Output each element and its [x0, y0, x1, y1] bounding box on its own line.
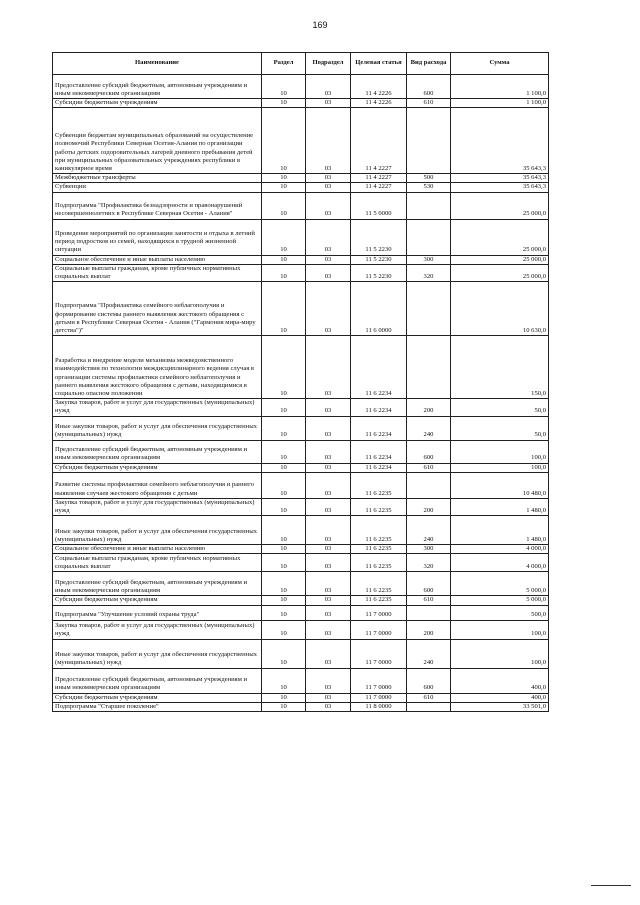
table-row	[53, 99, 549, 108]
cell-section: 10	[262, 463, 306, 472]
cell-subsection: 03	[306, 416, 351, 440]
cell-target: 11 5 2230	[351, 219, 407, 255]
cell-target: 11 6 2234	[351, 336, 407, 399]
cell-type: 240	[407, 416, 451, 440]
header-target: Целевая статья	[351, 53, 407, 75]
cell-section: 10	[262, 440, 306, 463]
cell-target: 11 8 0000	[351, 702, 407, 711]
cell-type: 200	[407, 620, 451, 639]
cell-target: 11 6 2234	[351, 416, 407, 440]
table-header	[53, 53, 549, 75]
table-row	[53, 596, 549, 605]
cell-type: 610	[407, 463, 451, 472]
cell-type: 240	[407, 516, 451, 545]
cell-target: 11 6 2235	[351, 545, 407, 554]
cell-type: 610	[407, 596, 451, 605]
cell-name: Субсидии бюджетным учреждениям	[53, 463, 262, 472]
cell-target: 11 5 2230	[351, 255, 407, 264]
cell-subsection: 03	[306, 99, 351, 108]
cell-name: Субвенции	[53, 183, 262, 192]
cell-subsection: 03	[306, 399, 351, 416]
cell-target: 11 7 0000	[351, 639, 407, 668]
cell-sum: 35 643,3	[451, 108, 549, 174]
cell-target: 11 6 2235	[351, 572, 407, 596]
header-name: Наименование	[53, 53, 262, 75]
table-row	[53, 668, 549, 693]
cell-sum: 35 643,3	[451, 183, 549, 192]
cell-section: 10	[262, 498, 306, 515]
cell-target: 11 6 2234	[351, 440, 407, 463]
table-row	[53, 440, 549, 463]
cell-name: Закупка товаров, работ и услуг для государственных (муниципальных) нужд	[53, 498, 262, 515]
cell-sum: 1 100,0	[451, 99, 549, 108]
cell-type: 610	[407, 693, 451, 702]
table-row	[53, 282, 549, 336]
cell-type: 600	[407, 572, 451, 596]
cell-type: 530	[407, 183, 451, 192]
cell-type	[407, 702, 451, 711]
cell-target: 11 4 2227	[351, 108, 407, 174]
cell-subsection: 03	[306, 472, 351, 498]
cell-name: Субсидии бюджетным учреждениям	[53, 693, 262, 702]
cell-name: Социальные выплаты гражданам, кроме публичных нормативных социальных выплат	[53, 554, 262, 572]
cell-name: Социальное обеспечение и иные выплаты населению	[53, 545, 262, 554]
cell-subsection: 03	[306, 620, 351, 639]
table-row	[53, 219, 549, 255]
cell-sum: 25 000,0	[451, 219, 549, 255]
cell-target: 11 5 2230	[351, 264, 407, 281]
cell-type: 500	[407, 174, 451, 183]
cell-sum: 5 000,0	[451, 596, 549, 605]
cell-sum: 33 501,0	[451, 702, 549, 711]
cell-section: 10	[262, 264, 306, 281]
cell-name: Предоставление субсидий бюджетным, автономным учреждениям и иным некоммерческим организациям	[53, 572, 262, 596]
cell-subsection: 03	[306, 108, 351, 174]
cell-section: 10	[262, 545, 306, 554]
table-row	[53, 416, 549, 440]
cell-subsection: 03	[306, 702, 351, 711]
cell-target: 11 4 2226	[351, 99, 407, 108]
cell-type: 200	[407, 399, 451, 416]
cell-section: 10	[262, 605, 306, 620]
cell-sum: 50,0	[451, 416, 549, 440]
table-row	[53, 605, 549, 620]
cell-type: 320	[407, 554, 451, 572]
cell-name: Развитие системы профилактики семейного неблагополучия и раннего выявления случаев жестокого обращения с детьми	[53, 472, 262, 498]
table-row	[53, 399, 549, 416]
cell-section: 10	[262, 219, 306, 255]
cell-subsection: 03	[306, 282, 351, 336]
cell-section: 10	[262, 668, 306, 693]
cell-section: 10	[262, 108, 306, 174]
cell-target: 11 5 0000	[351, 192, 407, 219]
cell-type	[407, 192, 451, 219]
cell-section: 10	[262, 472, 306, 498]
cell-subsection: 03	[306, 174, 351, 183]
cell-subsection: 03	[306, 693, 351, 702]
cell-sum: 10 480,0	[451, 472, 549, 498]
cell-section: 10	[262, 693, 306, 702]
cell-sum: 1 480,0	[451, 498, 549, 515]
cell-target: 11 7 0000	[351, 605, 407, 620]
cell-target: 11 6 2235	[351, 596, 407, 605]
cell-subsection: 03	[306, 336, 351, 399]
cell-type	[407, 605, 451, 620]
table-body	[53, 75, 549, 712]
cell-subsection: 03	[306, 264, 351, 281]
cell-sum: 4 000,0	[451, 554, 549, 572]
cell-type	[407, 472, 451, 498]
cell-target: 11 6 2234	[351, 399, 407, 416]
table-row	[53, 183, 549, 192]
cell-section: 10	[262, 336, 306, 399]
cell-name: Социальные выплаты гражданам, кроме публичных нормативных социальных выплат	[53, 264, 262, 281]
cell-section: 10	[262, 620, 306, 639]
table-row	[53, 472, 549, 498]
cell-type	[407, 336, 451, 399]
cell-subsection: 03	[306, 75, 351, 99]
cell-sum: 100,0	[451, 620, 549, 639]
cell-subsection: 03	[306, 639, 351, 668]
table-row	[53, 336, 549, 399]
cell-section: 10	[262, 174, 306, 183]
cell-subsection: 03	[306, 219, 351, 255]
cell-subsection: 03	[306, 192, 351, 219]
cell-type	[407, 108, 451, 174]
cell-section: 10	[262, 596, 306, 605]
cell-section: 10	[262, 516, 306, 545]
cell-name: Иные закупки товаров, работ и услуг для обеспечения государственных (муниципальных) нужд	[53, 639, 262, 668]
cell-target: 11 6 2235	[351, 472, 407, 498]
cell-sum: 1 100,0	[451, 75, 549, 99]
cell-subsection: 03	[306, 463, 351, 472]
cell-name: Межбюджетные трансферты	[53, 174, 262, 183]
cell-sum: 100,0	[451, 440, 549, 463]
cell-subsection: 03	[306, 572, 351, 596]
cell-sum: 50,0	[451, 399, 549, 416]
cell-name: Социальное обеспечение и иные выплаты населению	[53, 255, 262, 264]
cell-name: Иные закупки товаров, работ и услуг для обеспечения государственных (муниципальных) нужд	[53, 516, 262, 545]
cell-section: 10	[262, 399, 306, 416]
cell-name: Предоставление субсидий бюджетным, автономным учреждениям и иным некоммерческим организациям	[53, 668, 262, 693]
cell-subsection: 03	[306, 668, 351, 693]
cell-section: 10	[262, 192, 306, 219]
table-row	[53, 516, 549, 545]
cell-subsection: 03	[306, 554, 351, 572]
cell-subsection: 03	[306, 516, 351, 545]
cell-sum: 4 000,0	[451, 545, 549, 554]
cell-target: 11 7 0000	[351, 668, 407, 693]
cell-subsection: 03	[306, 498, 351, 515]
table-row	[53, 572, 549, 596]
cell-sum: 400,0	[451, 668, 549, 693]
cell-name: Подпрограмма "Старшее поколение"	[53, 702, 262, 711]
table-row	[53, 255, 549, 264]
table-row	[53, 264, 549, 281]
cell-name: Закупка товаров, работ и услуг для государственных (муниципальных) нужд	[53, 399, 262, 416]
cell-target: 11 4 2226	[351, 75, 407, 99]
cell-section: 10	[262, 572, 306, 596]
cell-sum: 400,0	[451, 693, 549, 702]
cell-sum: 5 000,0	[451, 572, 549, 596]
cell-sum: 10 630,0	[451, 282, 549, 336]
cell-sum: 100,0	[451, 463, 549, 472]
table-row	[53, 192, 549, 219]
header-subsection: Подраздел	[306, 53, 351, 75]
cell-sum: 500,0	[451, 605, 549, 620]
cell-subsection: 03	[306, 440, 351, 463]
cell-sum: 1 480,0	[451, 516, 549, 545]
cell-subsection: 03	[306, 545, 351, 554]
table-row	[53, 620, 549, 639]
cell-section: 10	[262, 99, 306, 108]
budget-table	[52, 52, 549, 712]
cell-name: Субсидии бюджетным учреждениям	[53, 596, 262, 605]
cell-name: Проведение мероприятий по организации занятости и отдыха в летний период подростков из семей, находящихся в трудной жизненной ситуации	[53, 219, 262, 255]
table-row	[53, 75, 549, 99]
cell-type: 610	[407, 99, 451, 108]
cell-target: 11 7 0000	[351, 693, 407, 702]
cell-type: 600	[407, 440, 451, 463]
table-row	[53, 498, 549, 515]
cell-section: 10	[262, 639, 306, 668]
cell-name: Иные закупки товаров, работ и услуг для обеспечения государственных (муниципальных) нужд	[53, 416, 262, 440]
cell-section: 10	[262, 554, 306, 572]
cell-type	[407, 219, 451, 255]
cell-sum: 100,0	[451, 639, 549, 668]
header-sum: Сумма	[451, 53, 549, 75]
cell-sum: 25 000,0	[451, 255, 549, 264]
cell-target: 11 6 2235	[351, 498, 407, 515]
cell-type: 300	[407, 545, 451, 554]
cell-subsection: 03	[306, 596, 351, 605]
cell-name: Подпрограмма "Профилактика безнадзорности и правонарушений несовершеннолетних в Республике Северная Осетия - Алания"	[53, 192, 262, 219]
cell-sum: 35 643,3	[451, 174, 549, 183]
cell-type: 600	[407, 75, 451, 99]
cell-subsection: 03	[306, 255, 351, 264]
cell-section: 10	[262, 75, 306, 99]
table-row	[53, 174, 549, 183]
cell-target: 11 6 2235	[351, 554, 407, 572]
cell-subsection: 03	[306, 605, 351, 620]
cell-type: 600	[407, 668, 451, 693]
cell-type: 240	[407, 639, 451, 668]
header-type: Вид расхода	[407, 53, 451, 75]
cell-sum: 25 000,0	[451, 192, 549, 219]
cell-name: Предоставление субсидий бюджетным, автономным учреждениям и иным некоммерческим организациям	[53, 440, 262, 463]
cell-type	[407, 282, 451, 336]
cell-name: Разработка и внедрение модели механизма межведомственного взаимодействия по технологии междисциплинарного ведения случая в организации системы профилактики семейного неблагополучия и раннего выявления жестокого обращения с детьми, находящимися в социально опасном положении	[53, 336, 262, 399]
cell-target: 11 6 2234	[351, 463, 407, 472]
cell-name: Закупка товаров, работ и услуг для государственных (муниципальных) нужд	[53, 620, 262, 639]
table-row	[53, 463, 549, 472]
cell-target: 11 4 2227	[351, 183, 407, 192]
cell-name: Подпрограмма "Улучшение условий охраны труда"	[53, 605, 262, 620]
footer-divider	[591, 885, 631, 886]
cell-name: Подпрограмма "Профилактика семейного неблагополучия и формирование системы раннего выявления жестокого обращения с детьми в Республике Северная Осетия - Алания ("Гармония мира-миру детства")"	[53, 282, 262, 336]
table-row	[53, 545, 549, 554]
cell-section: 10	[262, 255, 306, 264]
cell-name: Предоставление субсидий бюджетным, автономным учреждениям и иным некоммерческим организациям	[53, 75, 262, 99]
cell-target: 11 6 0000	[351, 282, 407, 336]
table-row	[53, 108, 549, 174]
cell-name: Субсидии бюджетным учреждениям	[53, 99, 262, 108]
cell-target: 11 4 2227	[351, 174, 407, 183]
table-row	[53, 554, 549, 572]
cell-name: Субвенции бюджетам муниципальных образований на осуществление полномочий Республики Северная Осетия-Алания по организации работы детских оздоровительных лагерей дневного пребывания детей при муниципальных образовательных учреждениях республики в каникулярное время	[53, 108, 262, 174]
cell-section: 10	[262, 282, 306, 336]
cell-sum: 150,0	[451, 336, 549, 399]
table-row	[53, 702, 549, 711]
cell-sum: 25 000,0	[451, 264, 549, 281]
cell-type: 200	[407, 498, 451, 515]
table-row	[53, 639, 549, 668]
cell-target: 11 7 0000	[351, 620, 407, 639]
header-section: Раздел	[262, 53, 306, 75]
table-row	[53, 693, 549, 702]
cell-subsection: 03	[306, 183, 351, 192]
page-number: 169	[312, 20, 328, 30]
cell-section: 10	[262, 183, 306, 192]
cell-section: 10	[262, 416, 306, 440]
cell-section: 10	[262, 702, 306, 711]
cell-type: 320	[407, 264, 451, 281]
cell-type: 300	[407, 255, 451, 264]
cell-target: 11 6 2235	[351, 516, 407, 545]
